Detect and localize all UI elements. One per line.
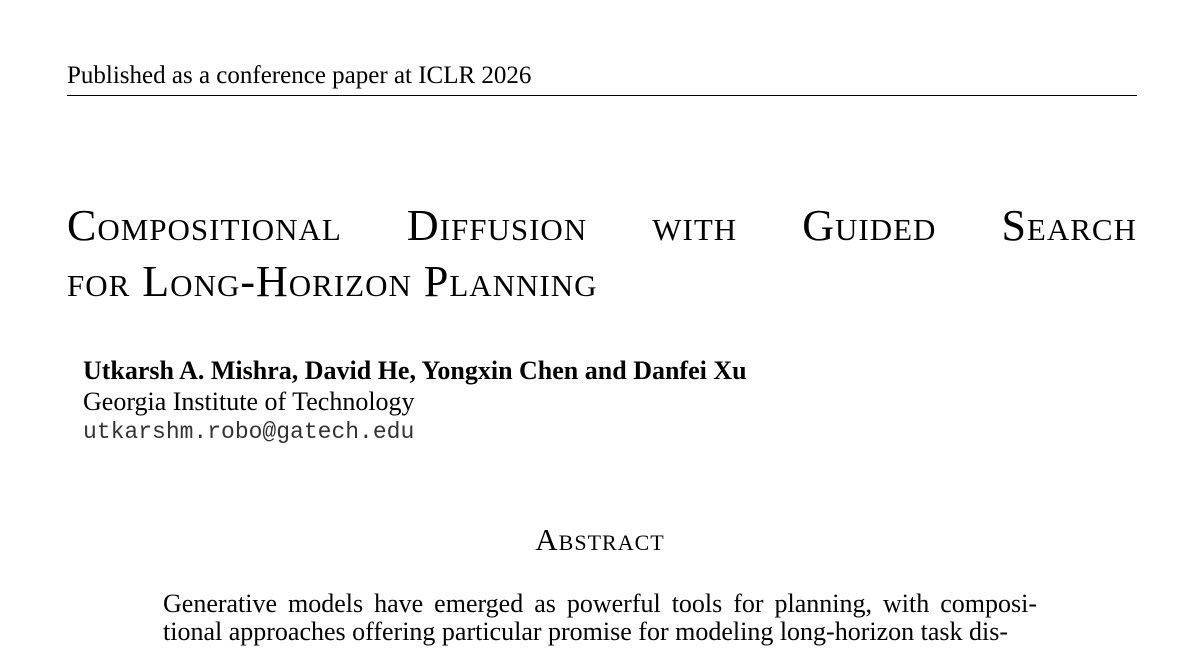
abstract-text-line-1: Generative models have emerged as powerful tools for planning, with composi-: [163, 589, 1037, 618]
affiliation: Georgia Institute of Technology: [83, 387, 415, 416]
author-list: Utkarsh A. Mishra, David He, Yongxin Chen and Danfei Xu: [83, 356, 747, 385]
paper-title-line-2: for Long-Horizon Planning: [67, 257, 598, 306]
paper-title-line-1: Compositional Diffusion with Guided Search: [67, 201, 1137, 250]
abstract-text-line-2: tional approaches offering particular promise for modeling long-horizon task dis-: [163, 617, 1008, 646]
running-header: Published as a conference paper at ICLR 2026: [67, 62, 532, 89]
header-rule: [67, 95, 1137, 96]
abstract-heading: Abstract: [535, 522, 665, 557]
author-email: utkarshm.robo@gatech.edu: [83, 419, 415, 445]
